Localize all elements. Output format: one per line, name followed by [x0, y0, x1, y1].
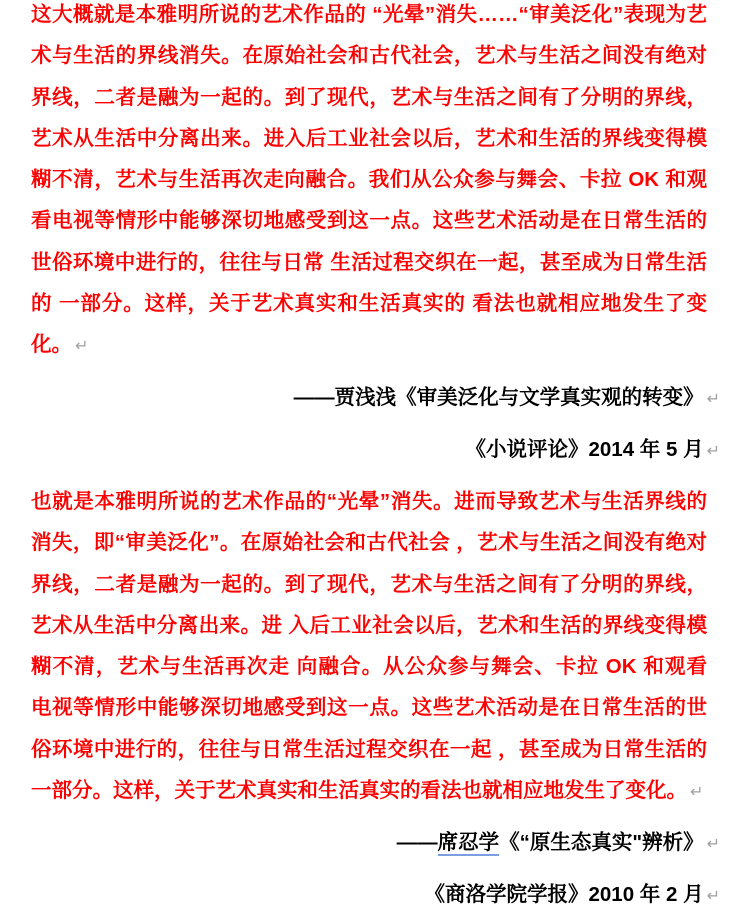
paragraph-mark-icon: ↵ [75, 338, 89, 356]
text-line: 糊不清，艺术与生活再次走向融合。我们从公众参与舞会、卡拉 OK 和观 [31, 168, 707, 192]
work-title: 《“原生态真实"辨析》 [499, 831, 704, 854]
text-line: 艺术从生活中分离出来。进入后工业社会以后，艺术和生活的界线变得模 [31, 126, 707, 150]
text-line: 看电视等情形中能够深切地感受到这一点。这些艺术活动是在日常生活的 [31, 209, 707, 233]
text: 一部分。这样，关于艺术真实和生活真实的看法也就相应地发生了变化。 [31, 779, 687, 803]
citation-source-1 [466, 435, 721, 467]
text-line: 消失，即“审美泛化”。在原始社会和古代社会 ，艺术与生活之间没有绝对 [31, 531, 707, 555]
text-line: 世俗环境中进行的，往往与日常 生活过程交织在一起，甚至成为日常生活 [31, 250, 707, 274]
quote-paragraph-1 [31, 0, 707, 366]
citation-source-2 [425, 880, 721, 912]
paragraph-mark-icon: ↵ [690, 784, 704, 802]
source: 《小说评论》2014 年 5 月 [465, 438, 704, 461]
text-line: 术与生活的界线消失。在原始社会和古代社会，艺术与生活之间没有绝对 [31, 44, 707, 68]
source: 《商洛学院学报》2010 年 2 月 [424, 883, 704, 906]
citation-author-2 [397, 828, 720, 860]
quote-paragraph-2 [31, 481, 707, 811]
citation-author-1 [294, 383, 720, 415]
text-line: 界线，二者是融为一起的。到了现代，艺术与生活之间有了分明的界线， [31, 85, 707, 109]
paragraph-mark-icon: ↵ [706, 836, 720, 853]
text-line: 也就是本雅明所说的艺术作品的“光晕”消失。进而导致艺术与生活界线的 [31, 490, 707, 513]
paragraph-mark-icon: ↵ [706, 391, 720, 408]
text-line: 艺术从生活中分离出来。进 入后工业社会以后，艺术和生活的界线变得模 [31, 613, 707, 637]
text-line: 电视等情形中能够深切地感受到这一点。这些艺术活动是在日常生活的世 [31, 696, 707, 720]
text-line: 俗环境中进行的，往往与日常生活过程交织在一起 ，甚至成为日常生活的 [31, 737, 707, 761]
author: ——贾浅浅 [293, 386, 397, 409]
text-line: 界线，二者是融为一起的。到了现代，艺术与生活之间有了分明的界线， [31, 572, 707, 596]
work-title: 《审美泛化与文学真实观的转变》 [396, 386, 704, 409]
paragraph-mark-icon: ↵ [706, 888, 720, 905]
text-line: 糊不清，艺术与生活再次走 向融合。从公众参与舞会、卡拉 OK 和观看 [31, 655, 707, 679]
text-line: 这大概就是本雅明所说的艺术作品的 “光晕”消失……“审美泛化”表现为艺 [31, 3, 707, 26]
text-line: 的 一部分。这样，关于艺术真实和生活真实的 看法也就相应地发生了变 [31, 292, 707, 316]
paragraph-mark-icon: ↵ [706, 443, 720, 460]
text-line-last [31, 770, 707, 811]
author-spellcheck-underlined[interactable]: 席忍学 [437, 831, 500, 854]
text-line-last [31, 324, 707, 365]
text: 化。 [31, 333, 72, 357]
dash: —— [396, 831, 438, 854]
